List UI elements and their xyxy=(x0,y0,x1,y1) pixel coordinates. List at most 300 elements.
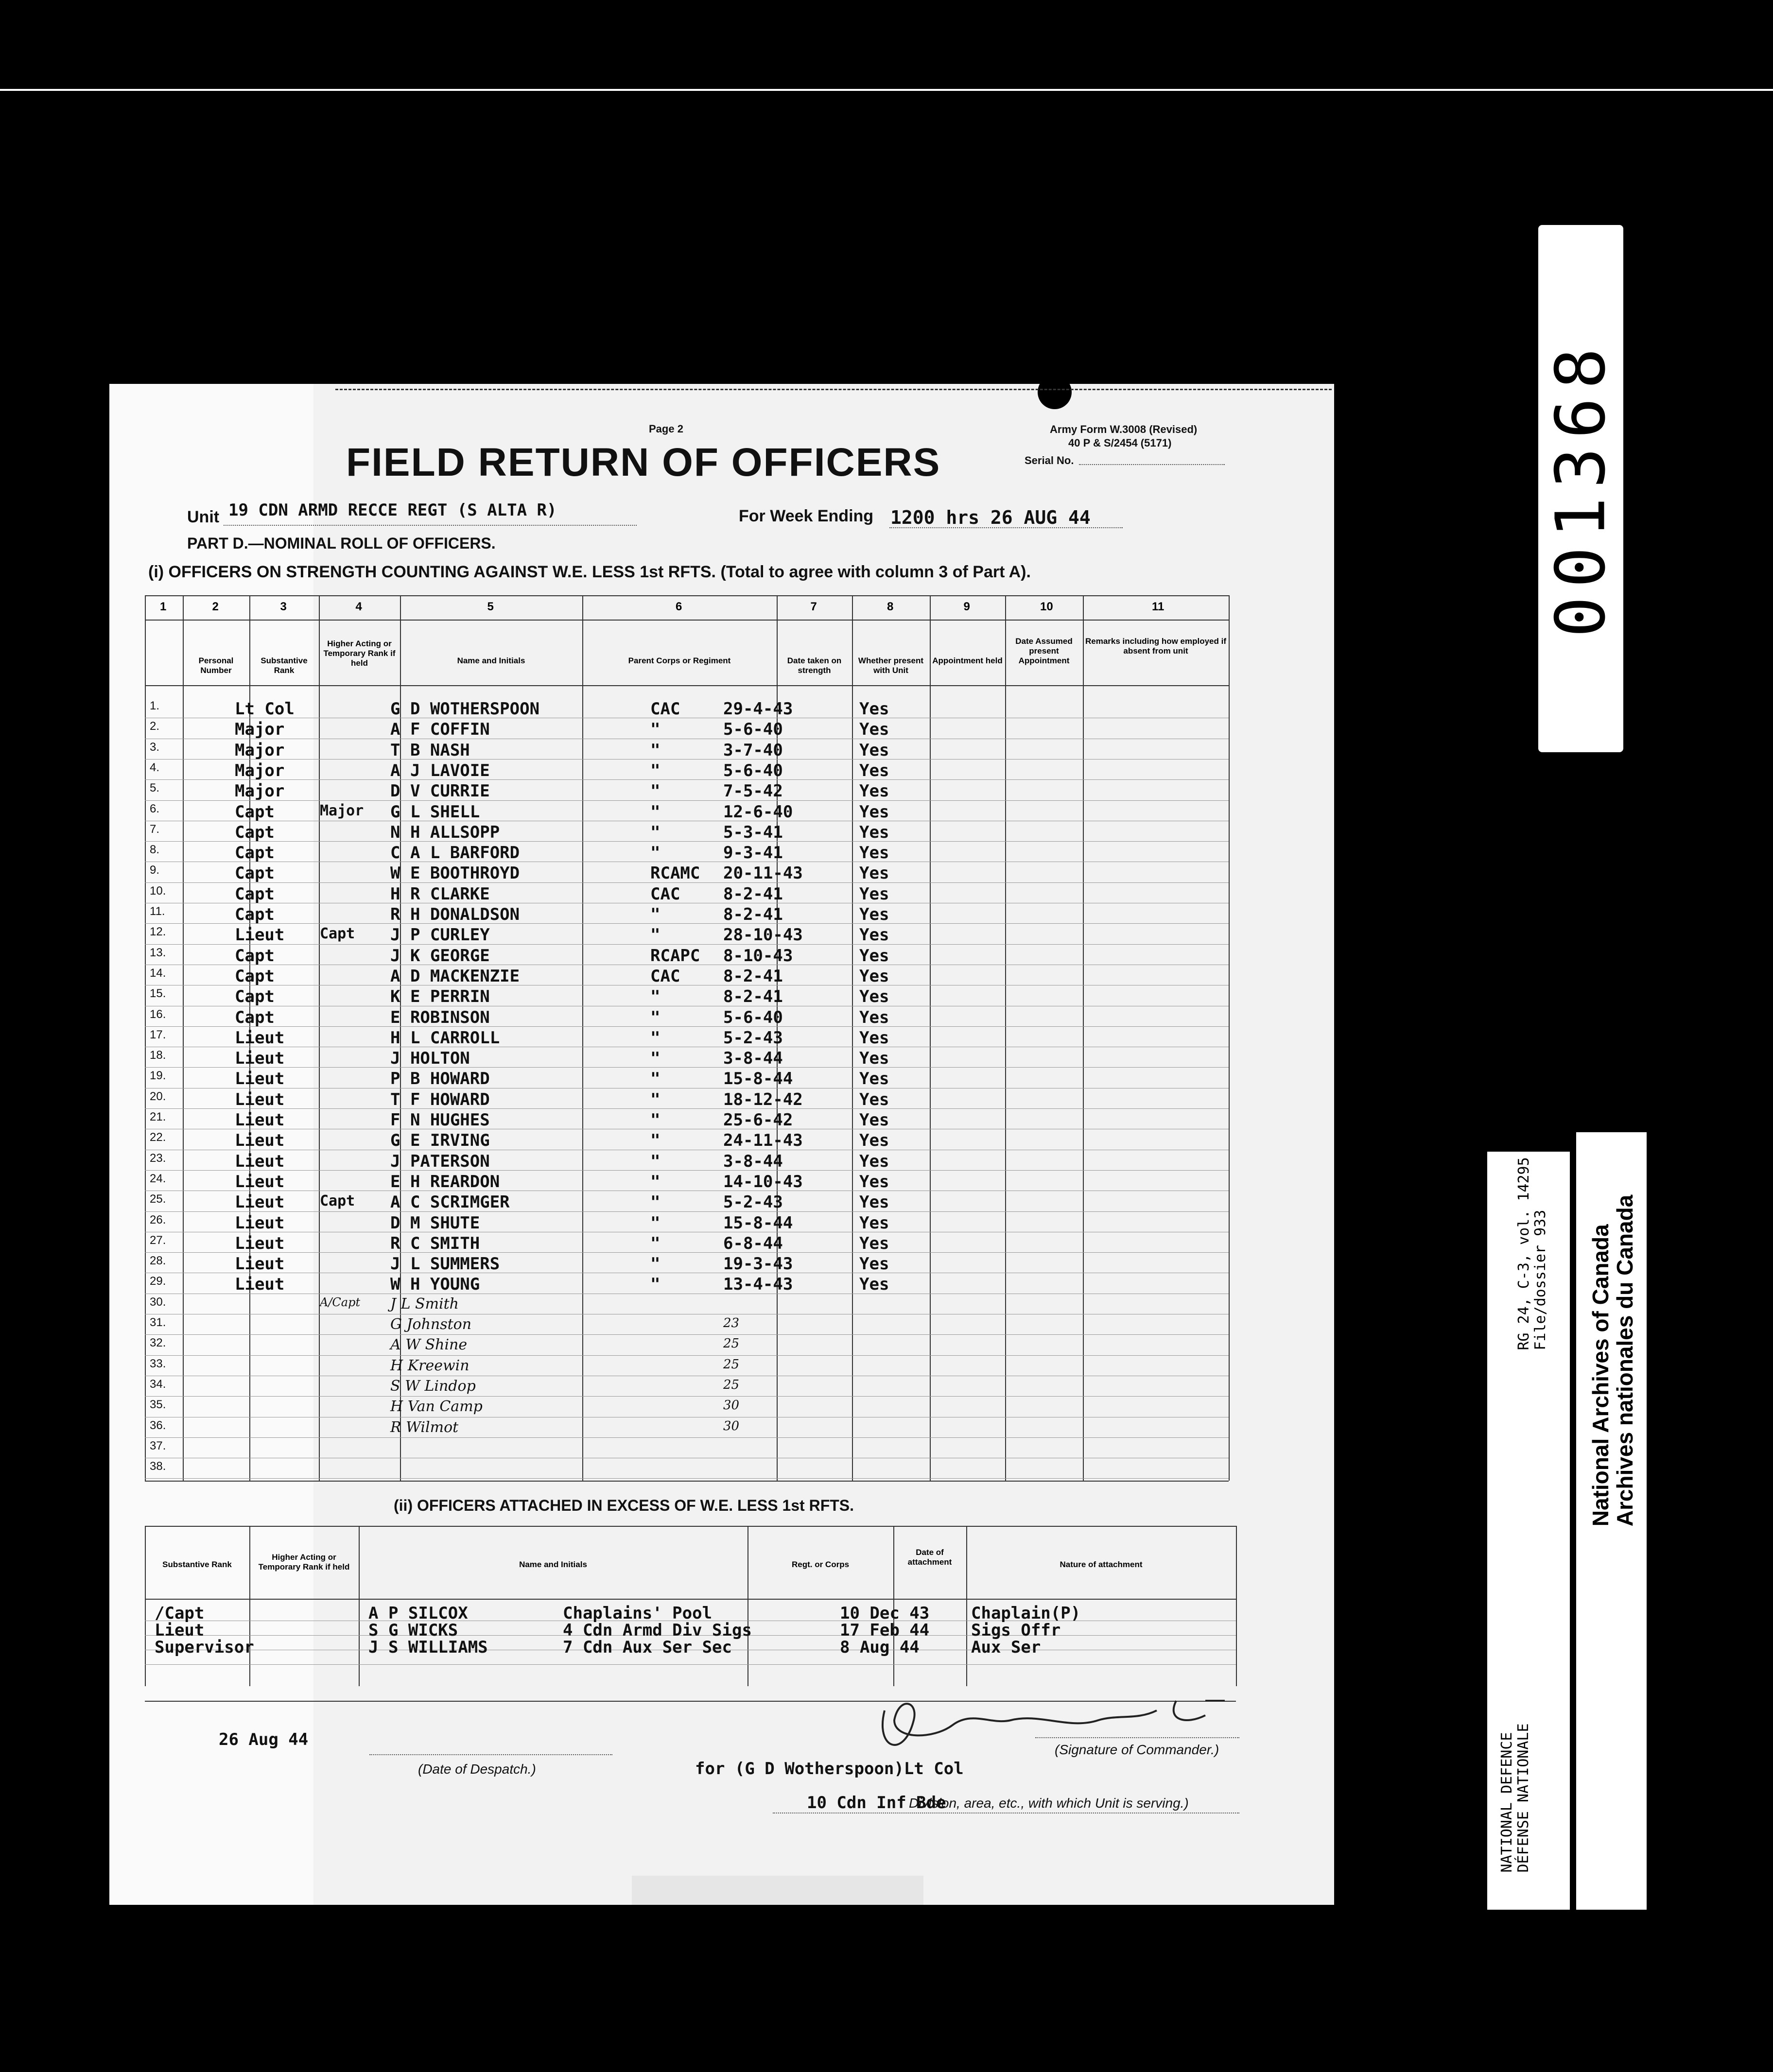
table-header-line xyxy=(145,685,1229,686)
row-number: 11. xyxy=(150,905,165,918)
national-defence-line2: DÉFENSE NATIONALE xyxy=(1515,1723,1532,1873)
name-cell: K E PERRIN xyxy=(390,987,490,1007)
row-number: 20. xyxy=(150,1089,166,1103)
corps-cell: " xyxy=(650,720,661,740)
archive-reference-line2: File/dossier 933 xyxy=(1532,1209,1549,1350)
rank-cell: Lieut xyxy=(235,1233,285,1253)
date-taken-cell: 29-4-43 xyxy=(723,699,793,719)
corps-cell: CAC xyxy=(650,699,680,719)
attached-rank-cell: /Capt xyxy=(155,1604,205,1623)
corps-cell: " xyxy=(650,1275,661,1295)
column-number: 5 xyxy=(487,600,494,613)
column-header: Whether present with Unit xyxy=(858,656,924,675)
despatch-line xyxy=(369,1754,612,1755)
national-archives-line2: Archives nationales du Canada xyxy=(1612,1194,1637,1527)
row-number: 21. xyxy=(150,1110,166,1123)
date-taken-cell: 13-4-43 xyxy=(723,1275,793,1295)
name-cell: W E BOOTHROYD xyxy=(390,863,520,883)
present-cell: Yes xyxy=(859,905,889,924)
date-taken-cell: 7-5-42 xyxy=(723,781,783,801)
row-number: 17. xyxy=(150,1028,166,1041)
name-cell: J PATERSON xyxy=(390,1151,490,1171)
table-row-line xyxy=(145,923,1229,924)
name-cell: G D WOTHERSPOON xyxy=(390,699,540,719)
column-number: 9 xyxy=(963,600,970,613)
corps-cell: " xyxy=(650,1192,661,1212)
rank-cell: Lieut xyxy=(235,1049,285,1069)
name-cell: J K GEORGE xyxy=(390,946,490,966)
higher-rank-cell: A/Capt xyxy=(320,1295,361,1309)
name-cell: G E IRVING xyxy=(390,1131,490,1151)
rank-cell: Lieut xyxy=(235,1254,285,1274)
table-row-line xyxy=(145,779,1229,780)
column-header: Remarks including how employed if absent from unit xyxy=(1085,637,1226,656)
despatch-date: 26 Aug 44 xyxy=(219,1730,309,1749)
document-title: FIELD RETURN OF OFFICERS xyxy=(346,440,941,484)
date-taken-cell: 25-6-42 xyxy=(723,1110,793,1130)
name-cell: C A L BARFORD xyxy=(390,843,520,863)
row-number: 14. xyxy=(150,966,166,980)
date-taken-cell: 5-6-40 xyxy=(723,760,783,780)
row-number: 13. xyxy=(150,946,166,959)
date-taken-cell: 15-8-44 xyxy=(723,1213,793,1233)
table-header-line xyxy=(145,595,1229,596)
serial-line xyxy=(1079,464,1225,465)
row-number: 1. xyxy=(150,699,160,712)
name-cell: A F COFFIN xyxy=(390,720,490,740)
present-cell: Yes xyxy=(859,987,889,1007)
row-number: 23. xyxy=(150,1151,166,1165)
table-bottom-line xyxy=(145,1481,1229,1482)
corps-cell: " xyxy=(650,1151,661,1171)
unit-label: Unit xyxy=(187,508,220,526)
unit-line xyxy=(224,525,637,526)
rank-cell: Lieut xyxy=(235,1069,285,1089)
table-column-line xyxy=(319,595,320,1481)
higher-rank-cell: Capt xyxy=(320,925,355,943)
name-cell: T F HOWARD xyxy=(390,1089,490,1109)
row-number: 15. xyxy=(150,987,166,1001)
row-number: 28. xyxy=(150,1254,166,1268)
name-cell: J L SUMMERS xyxy=(390,1254,500,1274)
date-taken-cell: 8-2-41 xyxy=(723,966,783,986)
corps-cell: " xyxy=(650,740,661,760)
rank-cell: Capt xyxy=(235,863,275,883)
present-cell: Yes xyxy=(859,781,889,801)
present-cell: Yes xyxy=(859,1069,889,1089)
column-number: 6 xyxy=(676,600,682,613)
column-number: 10 xyxy=(1040,600,1053,613)
date-taken-cell: 3-7-40 xyxy=(723,740,783,760)
name-cell: H R CLARKE xyxy=(390,884,490,904)
rank-cell: Lieut xyxy=(235,1275,285,1295)
rank-cell: Lieut xyxy=(235,1131,285,1151)
rank-cell: Lieut xyxy=(235,1028,285,1048)
name-cell: R C SMITH xyxy=(390,1233,480,1253)
present-cell: Yes xyxy=(859,1275,889,1295)
table-row-line xyxy=(145,1026,1229,1027)
column-header: Date taken on strength xyxy=(787,656,842,675)
date-taken-cell: 3-8-44 xyxy=(723,1151,783,1171)
officers-on-strength-table xyxy=(145,595,1229,1481)
table-column-line xyxy=(145,595,146,1481)
table-header-line xyxy=(145,1599,1236,1600)
rank-cell: Lt Col xyxy=(235,699,295,719)
row-number: 9. xyxy=(150,863,160,877)
national-defence-text xyxy=(1499,1723,1532,1872)
corps-cell: " xyxy=(650,1028,661,1048)
row-number: 7. xyxy=(150,822,160,836)
present-cell: Yes xyxy=(859,1110,889,1130)
present-cell: Yes xyxy=(859,1089,889,1109)
table-row-line xyxy=(145,1252,1229,1253)
column-header: Personal Number xyxy=(198,656,234,675)
corps-cell: RCAPC xyxy=(650,946,700,966)
name-cell: F N HUGHES xyxy=(390,1110,490,1130)
column-header: Substantive Rank xyxy=(162,1560,232,1569)
corps-cell: " xyxy=(650,925,661,945)
date-taken-cell: 14-10-43 xyxy=(723,1172,803,1191)
corps-cell: CAC xyxy=(650,884,680,904)
rank-cell: Lieut xyxy=(235,1151,285,1171)
rank-cell: Capt xyxy=(235,905,275,924)
row-number: 8. xyxy=(150,843,160,857)
present-cell: Yes xyxy=(859,884,889,904)
column-number: 2 xyxy=(212,600,219,613)
attached-corps-cell: 4 Cdn Armd Div Sigs xyxy=(563,1621,752,1640)
present-cell: Yes xyxy=(859,1172,889,1191)
table-column-line xyxy=(1083,595,1084,1481)
corps-cell: " xyxy=(650,1069,661,1089)
row-number: 30. xyxy=(150,1295,166,1309)
present-cell: Yes xyxy=(859,1131,889,1151)
name-cell: W H YOUNG xyxy=(390,1275,480,1295)
table-column-line xyxy=(966,1526,967,1686)
column-header: Name and Initials xyxy=(519,1560,587,1569)
present-cell: Yes xyxy=(859,946,889,966)
archive-reference xyxy=(1516,1157,1549,1350)
signature-label: (Signature of Commander.) xyxy=(1055,1742,1219,1757)
rank-cell: Major xyxy=(235,781,285,801)
date-taken-cell: 12-6-40 xyxy=(723,802,793,822)
date-taken-cell: 5-6-40 xyxy=(723,1007,783,1027)
rank-cell: Lieut xyxy=(235,1192,285,1212)
date-taken-cell: 25 xyxy=(723,1357,740,1372)
attached-corps-cell: 7 Cdn Aux Ser Sec xyxy=(563,1638,732,1657)
present-cell: Yes xyxy=(859,720,889,740)
date-taken-cell: 19-3-43 xyxy=(723,1254,793,1274)
week-ending-label: For Week Ending xyxy=(739,507,874,525)
rank-cell: Major xyxy=(235,740,285,760)
name-cell: A D MACKENZIE xyxy=(390,966,520,986)
national-archives-text xyxy=(1588,1195,1637,1527)
present-cell: Yes xyxy=(859,1151,889,1171)
present-cell: Yes xyxy=(859,863,889,883)
corps-cell: " xyxy=(650,987,661,1007)
corps-cell: " xyxy=(650,1213,661,1233)
present-cell: Yes xyxy=(859,843,889,863)
name-cell: A C SCRIMGER xyxy=(390,1192,510,1212)
rank-cell: Major xyxy=(235,760,285,780)
column-header: Name and Initials xyxy=(457,656,525,665)
date-taken-cell: 8-10-43 xyxy=(723,946,793,966)
present-cell: Yes xyxy=(859,925,889,945)
national-defence-line1: NATIONAL DEFENCE xyxy=(1498,1732,1515,1873)
attached-nature-cell: Chaplain(P) xyxy=(971,1604,1081,1623)
name-cell: H Van Camp xyxy=(390,1398,483,1416)
table-column-line xyxy=(747,1526,748,1686)
row-number: 35. xyxy=(150,1398,166,1412)
table-column-line xyxy=(249,1526,250,1686)
serial-label: Serial No. xyxy=(1025,454,1074,466)
column-number: 3 xyxy=(280,600,287,613)
date-taken-cell: 25 xyxy=(723,1336,740,1351)
name-cell: P B HOWARD xyxy=(390,1069,490,1089)
table-row-line xyxy=(145,1396,1229,1397)
date-taken-cell: 30 xyxy=(723,1418,740,1433)
name-cell: E H REARDON xyxy=(390,1172,500,1191)
column-number: 1 xyxy=(160,600,167,613)
army-form-code xyxy=(1050,423,1244,450)
date-taken-cell: 24-11-43 xyxy=(723,1131,803,1151)
week-line xyxy=(889,527,1123,528)
higher-rank-cell: Major xyxy=(320,802,364,819)
column-header: Substantive Rank xyxy=(261,656,308,675)
part-heading: PART D.—NOMINAL ROLL OF OFFICERS. xyxy=(187,535,496,552)
table-header-line xyxy=(145,620,1229,621)
column-number: 4 xyxy=(355,600,362,613)
table-column-line xyxy=(183,595,184,1481)
present-cell: Yes xyxy=(859,1192,889,1212)
corps-cell: " xyxy=(650,1007,661,1027)
table-row-line xyxy=(145,1108,1229,1109)
name-cell: H Kreewin xyxy=(390,1357,469,1374)
row-number: 2. xyxy=(150,720,160,733)
name-cell: R H DONALDSON xyxy=(390,905,520,924)
name-cell: J P CURLEY xyxy=(390,925,490,945)
corps-cell: " xyxy=(650,1049,661,1069)
attached-date-cell: 8 Aug 44 xyxy=(840,1638,920,1657)
date-taken-cell: 28-10-43 xyxy=(723,925,803,945)
table-column-line xyxy=(359,1526,360,1686)
table-row-line xyxy=(145,1067,1229,1068)
table-column-line xyxy=(1236,1526,1237,1686)
higher-rank-cell: Capt xyxy=(320,1192,355,1210)
present-cell: Yes xyxy=(859,1254,889,1274)
column-header: Regt. or Corps xyxy=(791,1560,850,1569)
column-header: Appointment held xyxy=(932,656,1003,665)
present-cell: Yes xyxy=(859,822,889,842)
attached-name-cell: S G WICKS xyxy=(368,1621,458,1640)
table-row-line xyxy=(145,800,1229,801)
row-number: 38. xyxy=(150,1460,166,1473)
date-taken-cell: 8-2-41 xyxy=(723,905,783,924)
rank-cell: Lieut xyxy=(235,1213,285,1233)
attached-corps-cell: Chaplains' Pool xyxy=(563,1604,713,1623)
row-number: 4. xyxy=(150,760,160,774)
column-header: Higher Acting or Temporary Rank if held xyxy=(258,1553,350,1571)
name-cell: R Wilmot xyxy=(390,1418,459,1436)
rank-cell: Capt xyxy=(235,802,275,822)
rank-cell: Capt xyxy=(235,843,275,863)
rank-cell: Capt xyxy=(235,822,275,842)
row-number: 24. xyxy=(150,1172,166,1185)
row-number: 10. xyxy=(150,884,166,898)
name-cell: T B NASH xyxy=(390,740,470,760)
date-taken-cell: 18-12-42 xyxy=(723,1089,803,1109)
row-number: 31. xyxy=(150,1316,166,1329)
date-taken-cell: 8-2-41 xyxy=(723,987,783,1007)
table-column-line xyxy=(1229,595,1230,1481)
present-cell: Yes xyxy=(859,760,889,780)
table-column-line xyxy=(852,595,853,1481)
name-cell: N H ALLSOPP xyxy=(390,822,500,842)
name-cell: D V CURRIE xyxy=(390,781,490,801)
present-cell: Yes xyxy=(859,740,889,760)
corps-cell: " xyxy=(650,1089,661,1109)
attached-rank-cell: Lieut xyxy=(155,1621,205,1640)
table-row-line xyxy=(145,1437,1229,1438)
attached-name-cell: A P SILCOX xyxy=(368,1604,468,1623)
table-column-line xyxy=(930,595,931,1481)
row-number: 3. xyxy=(150,740,160,754)
corps-cell: " xyxy=(650,1110,661,1130)
national-archives-line1: National Archives of Canada xyxy=(1588,1224,1613,1527)
archive-number: 001368 xyxy=(1541,339,1621,638)
name-cell: S W Lindop xyxy=(390,1377,476,1395)
rank-cell: Lieut xyxy=(235,1110,285,1130)
name-cell: J L Smith xyxy=(390,1295,459,1312)
punch-hole xyxy=(1038,375,1072,409)
date-taken-cell: 15-8-44 xyxy=(723,1069,793,1089)
rank-cell: Capt xyxy=(235,884,275,904)
date-taken-cell: 5-2-43 xyxy=(723,1028,783,1048)
column-header: Nature of attachment xyxy=(1060,1560,1143,1569)
table-row-line xyxy=(145,841,1229,842)
corps-cell: " xyxy=(650,1254,661,1274)
row-number: 22. xyxy=(150,1131,166,1144)
attached-date-cell: 10 Dec 43 xyxy=(840,1604,930,1623)
table-column-line xyxy=(582,595,583,1481)
perforation-line xyxy=(335,389,1332,390)
row-number: 25. xyxy=(150,1192,166,1206)
rank-cell: Lieut xyxy=(235,925,285,945)
table-row-line xyxy=(145,1664,1236,1665)
rank-cell: Lieut xyxy=(235,1172,285,1191)
attached-rank-cell: Supervisor xyxy=(155,1638,254,1657)
column-number: 11 xyxy=(1152,600,1165,613)
present-cell: Yes xyxy=(859,1233,889,1253)
present-cell: Yes xyxy=(859,699,889,719)
section1-heading: (i) OFFICERS ON STRENGTH COUNTING AGAINST W.E. LESS 1st RFTS. (Total to agree with column 3 of Part A). xyxy=(148,563,1031,581)
rank-cell: Lieut xyxy=(235,1089,285,1109)
document-sheet-tail xyxy=(632,1876,923,1905)
despatch-label: (Date of Despatch.) xyxy=(418,1761,536,1777)
date-taken-cell: 8-2-41 xyxy=(723,884,783,904)
name-cell: G L SHELL xyxy=(390,802,480,822)
row-number: 26. xyxy=(150,1213,166,1226)
rank-cell: Capt xyxy=(235,946,275,966)
corps-cell: CAC xyxy=(650,966,680,986)
row-number: 36. xyxy=(150,1418,166,1432)
date-taken-cell: 3-8-44 xyxy=(723,1049,783,1069)
row-number: 33. xyxy=(150,1357,166,1370)
table-row-line xyxy=(145,1211,1229,1212)
attached-date-cell: 17 Feb 44 xyxy=(840,1621,930,1640)
corps-cell: " xyxy=(650,905,661,924)
present-cell: Yes xyxy=(859,1028,889,1048)
column-header: Parent Corps or Regiment xyxy=(628,656,731,665)
row-number: 37. xyxy=(150,1439,166,1452)
section2-heading: (ii) OFFICERS ATTACHED IN EXCESS OF W.E. LESS 1st RFTS. xyxy=(394,1497,854,1514)
army-form-label: Army Form W.3008 (Revised) xyxy=(1050,423,1198,435)
column-header: Higher Acting or Temporary Rank if held xyxy=(323,639,396,668)
rank-cell: Major xyxy=(235,720,285,740)
date-taken-cell: 25 xyxy=(723,1377,740,1392)
present-cell: Yes xyxy=(859,802,889,822)
table-row-line xyxy=(145,944,1229,945)
corps-cell: " xyxy=(650,843,661,863)
name-cell: D M SHUTE xyxy=(390,1213,480,1233)
column-header: Date Assumed present Appointment xyxy=(1015,637,1073,665)
table-column-line xyxy=(1005,595,1006,1481)
top-border-line xyxy=(0,89,1773,91)
form-code-label: 40 P & S/2454 (5171) xyxy=(1068,437,1172,449)
table-row-line xyxy=(145,1334,1229,1335)
table-row-line xyxy=(145,1478,1229,1479)
week-ending-value: 1200 hrs 26 AUG 44 xyxy=(890,507,1091,528)
present-cell: Yes xyxy=(859,1213,889,1233)
date-taken-cell: 9-3-41 xyxy=(723,843,783,863)
name-cell: A J LAVOIE xyxy=(390,760,490,780)
archive-reference-line1: RG 24, C-3, vol. 14295 xyxy=(1515,1157,1532,1350)
corps-cell: " xyxy=(650,781,661,801)
date-taken-cell: 6-8-44 xyxy=(723,1233,783,1253)
page-label: Page 2 xyxy=(649,423,683,435)
date-taken-cell: 23 xyxy=(723,1316,740,1330)
rank-cell: Capt xyxy=(235,987,275,1007)
name-cell: A W Shine xyxy=(390,1336,468,1354)
row-number: 34. xyxy=(150,1377,166,1391)
corps-cell: " xyxy=(650,1131,661,1151)
signature-line xyxy=(1035,1737,1239,1738)
row-number: 16. xyxy=(150,1007,166,1021)
row-number: 32. xyxy=(150,1336,166,1350)
date-taken-cell: 30 xyxy=(723,1398,740,1413)
row-number: 5. xyxy=(150,781,160,795)
row-number: 6. xyxy=(150,802,160,815)
date-taken-cell: 5-3-41 xyxy=(723,822,783,842)
present-cell: Yes xyxy=(859,1049,889,1069)
date-taken-cell: 20-11-43 xyxy=(723,863,803,883)
attached-nature-cell: Sigs Offr xyxy=(971,1621,1061,1640)
corps-cell: " xyxy=(650,822,661,842)
row-number: 19. xyxy=(150,1069,166,1083)
corps-cell: " xyxy=(650,1233,661,1253)
corps-cell: " xyxy=(650,802,661,822)
date-taken-cell: 5-2-43 xyxy=(723,1192,783,1212)
column-header: Date of attachment xyxy=(907,1548,952,1567)
rank-cell: Capt xyxy=(235,1007,275,1027)
for-commander-line: for (G D Wotherspoon)Lt Col xyxy=(695,1759,964,1778)
attached-name-cell: J S WILLIAMS xyxy=(368,1638,488,1657)
row-number: 12. xyxy=(150,925,166,939)
row-number: 29. xyxy=(150,1275,166,1288)
table-row-line xyxy=(145,1170,1229,1171)
formation-value: 10 Cdn Inf Bde xyxy=(807,1793,946,1813)
unit-value: 19 CDN ARMD RECCE REGT (S ALTA R) xyxy=(228,501,557,520)
present-cell: Yes xyxy=(859,966,889,986)
